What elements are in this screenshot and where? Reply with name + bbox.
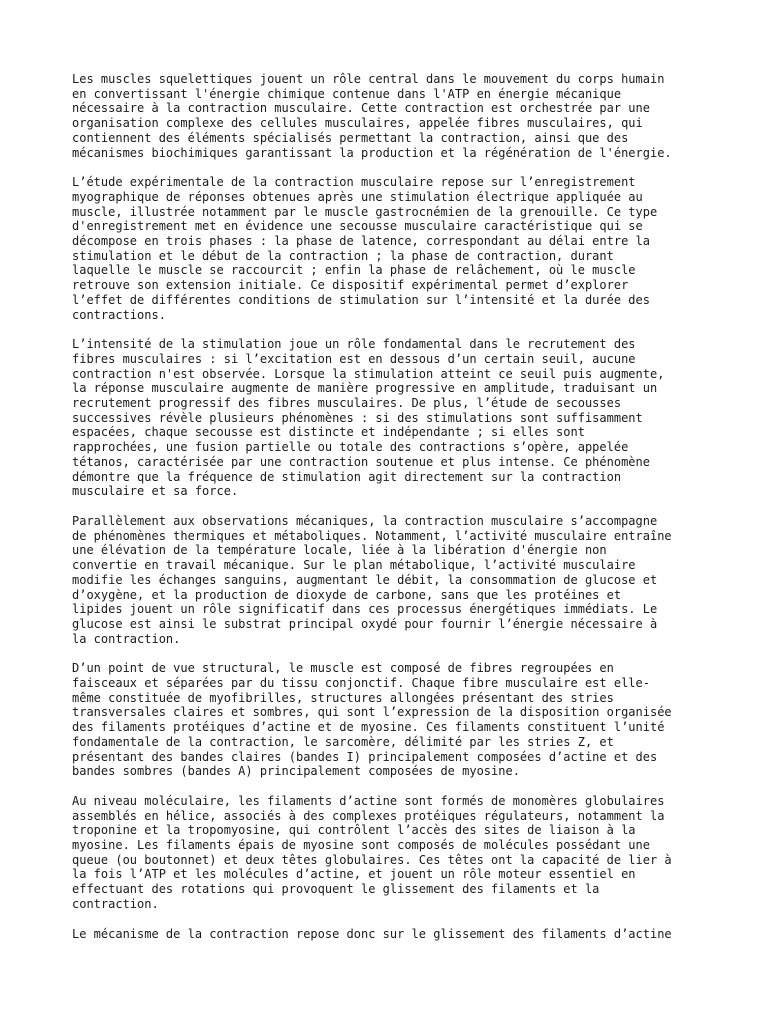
paragraph-3: L’intensité de la stimulation joue un rôle fondamental dans le recrutement des fibres musculaires : si l’excitation est en dessous d’un certain seuil, aucune contraction n'est observée. Lorsque la stimulation atteint ce seuil puis augmente, la réponse musculaire augmente de manière progressive en amplitude, traduisant un recrutement progressif des fibres musculaires. De plus, l’étude de secousses successives révèle plusieurs phénomènes : si des stimulations sont suffisamment espacées, chaque secousse est distincte et indépendante ; si elles sont rapprochées, une fusion partielle ou totale des contractions s’opère, appelée tétanos, caractérisée par une contraction soutenue et plus intense. Ce phénomène démontre que la fréquence de stimulation agit directement sur la contraction musculaire et sa force.	[72, 337, 665, 499]
paragraph-7: Le mécanisme de la contraction repose donc sur le glissement des filaments d’actine	[72, 926, 672, 941]
paragraph-1: Les muscles squelettiques jouent un rôle central dans le mouvement du corps humain en convertissant l'énergie chimique contenue dans l'ATP en énergie mécanique nécessaire à la contraction musculaire. Cette contraction est orchestrée par une organisation complexe des cellules musculaires, appelée fibres musculaires, qui contiennent des éléments spécialisés permettant la contraction, ainsi que des mécanismes biochimiques garantissant la production et la régénération de l'énergie.	[72, 72, 672, 160]
document-body	[72, 72, 698, 956]
paragraph-5: D’un point de vue structural, le muscle est composé de fibres regroupées en faisceaux et séparées par du tissu conjonctif. Chaque fibre musculaire est elle- même constituée de myofibrilles, structures allongées présentant des stries transversales claires et sombres, qui sont l’expression de la disposition organisée des filaments protéiques d’actine et de myosine. Ces filaments constituent l’unité fondamentale de la contraction, le sarcomère, délimité par les stries Z, et présentant des bandes claires (bandes I) principalement composées d’actine et des bandes sombres (bandes A) principalement composées de myosine.	[72, 661, 672, 779]
paragraph-2: L’étude expérimentale de la contraction musculaire repose sur l’enregistrement myographique de réponses obtenues après une stimulation électrique appliquée au muscle, illustrée notamment par le muscle gastrocnémien de la grenouille. Ce type d'enregistrement met en évidence une secousse musculaire caractéristique qui se décompose en trois phases : la phase de latence, correspondant au délai entre la stimulation et le début de la contraction ; la phase de contraction, durant laquelle le muscle se raccourcit ; enfin la phase de relâchement, où le muscle retrouve son extension initiale. Ce dispositif expérimental permet d’explorer l’effet de différentes conditions de stimulation sur l’intensité et la durée des contractions.	[72, 175, 658, 322]
paragraph-6: Au niveau moléculaire, les filaments d’actine sont formés de monomères globulaires assemblés en hélice, associés à des complexes protéiques régulateurs, notamment la troponine et la tropomyosine, qui contrôlent l’accès des sites de liaison à la myosine. Les filaments épais de myosine sont composés de molécules possédant une queue (ou boutonnet) et deux têtes globulaires. Ces têtes ont la capacité de lier à la fois l’ATP et les molécules d’actine, et jouent un rôle moteur essentiel en effectuant des rotations qui provoquent le glissement des filaments et la contraction.	[72, 793, 672, 911]
paragraph-4: Parallèlement aux observations mécaniques, la contraction musculaire s’accompagne de phénomènes thermiques et métaboliques. Notamment, l’activité musculaire entraîne une élévation de la température locale, liée à la libération d'énergie non convertie en travail mécanique. Sur le plan métabolique, l’activité musculaire modifie les échanges sanguins, augmentant le débit, la consommation de glucose et d’oxygène, et la production de dioxyde de carbone, sans que les protéines et lipides jouent un rôle significatif dans ces processus énergétiques immédiats. Le glucose est ainsi le substrat principal oxydé pour fournir l’énergie nécessaire à la contraction.	[72, 513, 672, 646]
